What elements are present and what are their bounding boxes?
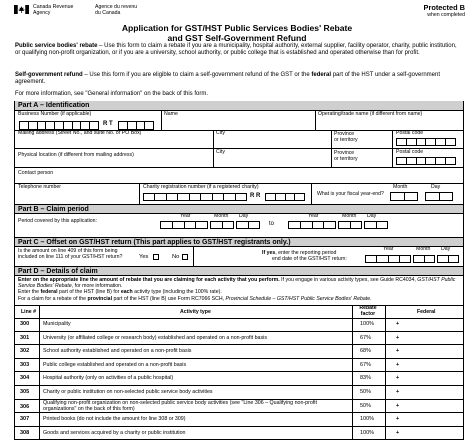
plus-sign: +: [396, 429, 400, 436]
row-line-number: 308: [20, 429, 30, 436]
postal-code-label: Postal code: [396, 130, 424, 136]
row-rebate-factor: 68%: [360, 348, 372, 355]
period-end-month-field[interactable]: [413, 255, 435, 263]
row-line-number: 302: [20, 348, 30, 355]
row-line-number: 305: [20, 389, 30, 395]
row-rebate-factor: 50%: [360, 389, 372, 395]
year-end-month-field[interactable]: [390, 192, 418, 201]
row-rebate-factor: 100%: [360, 321, 375, 327]
plus-sign: +: [396, 375, 400, 382]
application-form: [14, 101, 464, 440]
col-line-header: Line #: [21, 309, 36, 315]
col-activity-header: Activity type: [180, 309, 211, 315]
offset-no-label: No: [172, 254, 180, 260]
period-from-year-field[interactable]: [160, 221, 208, 229]
table-row: [15, 318, 463, 332]
table-row: [15, 372, 463, 386]
charity-registration-label: Charity registration number (if a registered charity): [143, 184, 259, 190]
year-end-day-field[interactable]: [425, 192, 453, 201]
row-activity-type: Goods and services acquired by a charity or public institution: [43, 429, 186, 436]
row-rebate-factor: 67%: [360, 334, 372, 341]
mailing-address-label: Mailing address (Street No., and suite No. or PO Box): [18, 130, 142, 136]
name-label: Name: [164, 111, 178, 117]
form-title: Application for GST/HST Public Services Bodies' Rebate and GST Self-Government Refund: [121, 23, 353, 43]
city-label: City: [216, 130, 225, 136]
row-rebate-factor: 50%: [360, 402, 372, 409]
rt-label: R T: [103, 121, 113, 127]
canada-flag-icon: [14, 5, 29, 14]
row-line-number: 306: [20, 403, 30, 410]
plus-sign: +: [396, 361, 400, 368]
part-a-header: Part A – Identification: [15, 101, 463, 111]
rt-account-field[interactable]: [118, 121, 154, 130]
period-from-day-field[interactable]: [236, 221, 260, 229]
plus-sign: +: [396, 402, 400, 409]
plus-sign: +: [396, 416, 400, 423]
part-d-instructions: Enter on the appropriate line the amount of rebate that you are claiming for each activity that you perform. If you engage in various activity types, see Guide RC4034, GST/HST Public Service Bodies' Rebate, for more information. Enter the federal part of the HST (line B) for each activity type (including the 100% rate). For a claim for a rebate of the provincial part of the HST (line B) use Form RC7066 SCH, Provincial Schedule – GST/HST Public Service Bodies' Rebate.: [18, 277, 456, 302]
row-activity-type: Charity or public institution on non-selected public service body activities: [43, 389, 213, 395]
row-line-number: 301: [20, 334, 30, 341]
postal-code-field[interactable]: [396, 138, 456, 146]
intro-sgr: Self-government refund – Use this form if you are eligible to claim a self-government refund of the GST or the federal part of the HST under a self-government agreement.: [15, 72, 440, 85]
row-rebate-factor: 100%: [360, 429, 375, 436]
row-rebate-factor: 67%: [360, 361, 372, 368]
province-label: Province or territory: [334, 131, 358, 143]
row-activity-type: University (or affiliated college or research body) established and operated on a non-profit basis: [43, 334, 267, 341]
offset-no-checkbox[interactable]: [182, 254, 188, 260]
fiscal-year-end-label: What is your fiscal year-end?: [317, 191, 384, 197]
period-from-day-label: Day: [239, 213, 249, 219]
table-row: [15, 386, 463, 400]
table-row: [15, 345, 463, 359]
row-line-number: 304: [20, 375, 30, 382]
period-covered-label: Period covered by this application:: [18, 218, 98, 224]
plus-sign: +: [396, 334, 400, 341]
period-end-day-field[interactable]: [437, 255, 459, 263]
table-row: [15, 400, 463, 414]
business-number-label: Business Number (if applicable): [18, 111, 92, 117]
part-c-header: Part C – Offset on GST/HST return (This part applies to GST/HST registrants only.): [15, 237, 463, 247]
period-to-day-label: Day: [367, 213, 377, 219]
row-line-number: 300: [20, 321, 30, 327]
charity-registration-field[interactable]: [143, 193, 247, 201]
table-row: [15, 359, 463, 373]
row-activity-type: School authority established and operated on a non-profit basis: [43, 348, 192, 355]
protected-label: Protected B when completed: [423, 3, 465, 18]
table-row: [15, 413, 463, 427]
plus-sign: +: [396, 348, 400, 355]
reporting-period-label: If yes, enter the reporting period end date of the GST/HST return:: [262, 250, 347, 262]
period-from-month-field[interactable]: [210, 221, 234, 229]
rr-label: R R: [250, 193, 261, 199]
row-activity-type: Municipality: [43, 321, 71, 327]
table-row: [15, 427, 463, 440]
period-to-year-field[interactable]: [288, 221, 336, 229]
offset-yes-label: Yes: [139, 254, 149, 260]
contact-person-label: Contact person: [18, 170, 54, 176]
physical-location-label: Physical location (if different from mailing address): [18, 152, 134, 158]
table-row: [15, 332, 463, 346]
plus-sign: +: [396, 389, 400, 395]
period-to-label: to: [269, 221, 275, 227]
row-activity-type: Printed books (do not include the amount for line 308 or 309): [43, 416, 186, 423]
col-factor-header: Rebate factor: [359, 305, 377, 317]
year-end-month-label: Month: [393, 184, 408, 190]
period-from-month-label: Month: [214, 213, 229, 219]
telephone-label: Telephone number: [18, 184, 61, 190]
period-to-year-label: Year: [308, 213, 319, 219]
intro-psb: Public service bodies' rebate – Use this form to claim a rebate if you are a municipality, hospital authority, external supplier, facility operator, charity, public institution, or qualifying non-profit organization, or if you are a university, school authority, or public college that is established and operated otherwise than for profit.: [15, 43, 457, 56]
rr-account-field[interactable]: [265, 193, 305, 201]
part-d-header: Part D – Details of claim: [15, 266, 463, 276]
year-end-day-label: Day: [431, 184, 441, 190]
period-to-month-field[interactable]: [338, 221, 362, 229]
agency-name-en: Canada Revenue Agency: [33, 4, 74, 17]
row-rebate-factor: 83%: [360, 375, 372, 382]
operating-name-label: Operating/trade name (if different from name): [318, 111, 423, 117]
period-from-year-label: Year: [180, 213, 191, 219]
row-activity-type: Public college established and operated on a non-profit basis: [43, 361, 187, 368]
postal-code-label-2: Postal code: [396, 149, 424, 155]
period-to-month-label: Month: [342, 213, 357, 219]
row-activity-type: Hospital authority (only on activities of a public hospital): [43, 375, 174, 382]
row-line-number: 307: [20, 416, 30, 423]
part-b-header: Part B – Claim period: [15, 204, 463, 214]
intro-more-info: For more information, see "General information" on the back of this form.: [15, 91, 209, 97]
period-to-day-field[interactable]: [364, 221, 388, 229]
period-end-year-field[interactable]: [365, 255, 411, 263]
period-end-day-label: Day: [441, 246, 451, 252]
offset-question: Is the amount on line 409 of this form being included on line 111 of your GST/HST return?: [18, 248, 123, 260]
city-label-2: City: [216, 149, 225, 155]
row-activity-type: Qualifying non-profit organization on non-selected public service body activities (see "Line 306 – Qualifying non-profit organizations" on the back of this form): [43, 400, 317, 413]
province-label-2: Province or territory: [334, 150, 358, 162]
plus-sign: +: [396, 321, 400, 327]
period-end-year-label: Year: [383, 246, 394, 252]
offset-yes-checkbox[interactable]: [153, 254, 159, 260]
period-end-month-label: Month: [416, 246, 431, 252]
col-federal-header: Federal: [417, 309, 436, 315]
row-rebate-factor: 100%: [360, 416, 375, 423]
postal-code-field-2[interactable]: [396, 157, 456, 165]
business-number-field[interactable]: [19, 121, 99, 130]
row-line-number: 303: [20, 361, 30, 368]
agency-name-fr: Agence du revenu du Canada: [95, 4, 138, 17]
